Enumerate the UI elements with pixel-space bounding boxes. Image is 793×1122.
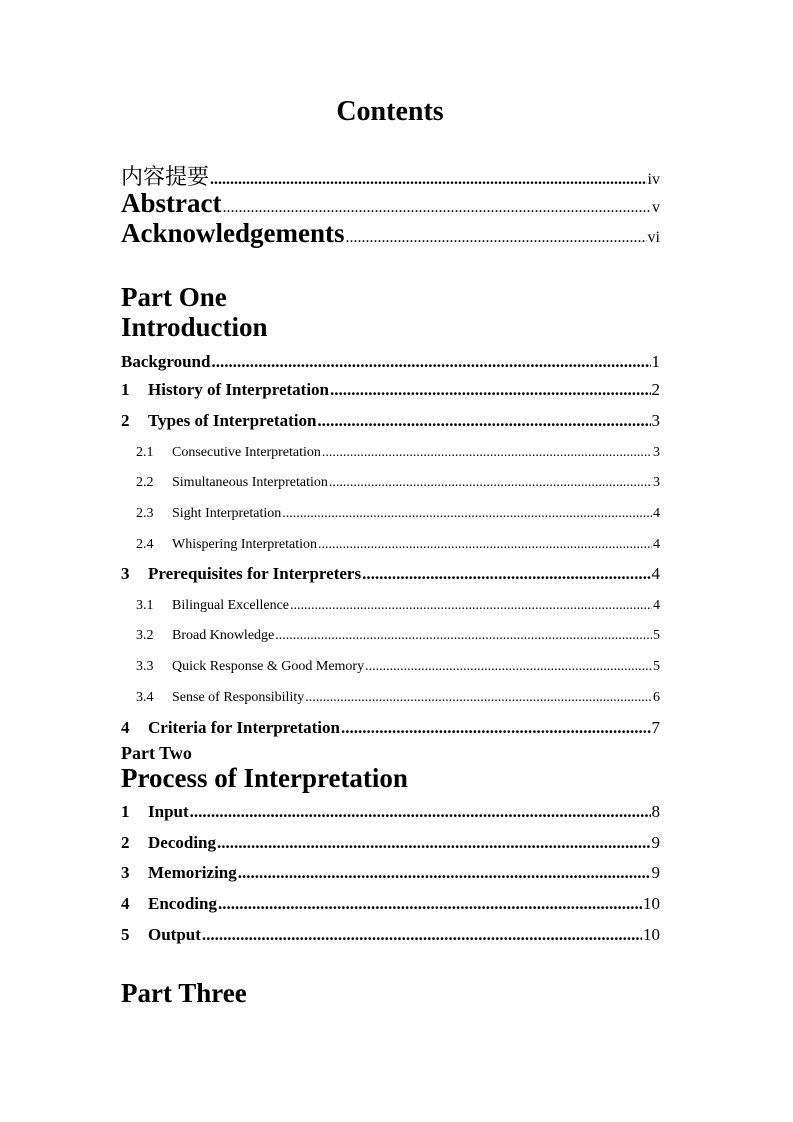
toc-entry-criteria[interactable] <box>121 718 660 738</box>
dot-leader <box>190 802 651 822</box>
part-one-label: Part One <box>121 282 227 312</box>
dot-leader <box>210 171 647 189</box>
toc-entry-number: 3 <box>121 863 130 882</box>
toc-entry-label: Input <box>148 802 189 821</box>
dot-leader <box>322 445 652 461</box>
dot-leader <box>346 229 647 247</box>
toc-entry-number: 4 <box>121 894 130 913</box>
toc-entry-number: 3.1 <box>136 598 154 613</box>
toc-entry-bilingual[interactable] <box>136 598 660 614</box>
part-two-label: Part Two <box>121 743 192 763</box>
toc-page-number: 5 <box>653 659 660 674</box>
toc-entry-number: 2.2 <box>136 475 154 490</box>
toc-entry-encoding[interactable] <box>121 894 660 914</box>
toc-page-number: 4 <box>651 564 660 583</box>
toc-page-number: 10 <box>643 894 660 913</box>
toc-entry-number: 5 <box>121 925 130 944</box>
dot-leader <box>329 475 652 491</box>
toc-entry-label: Types of Interpretation <box>148 411 317 430</box>
toc-entry-label: Abstract <box>121 188 222 218</box>
toc-entry-number: 4 <box>121 718 130 737</box>
toc-entry-number: 3 <box>121 564 130 583</box>
toc-entry-types[interactable] <box>121 411 660 431</box>
toc-entry-quick-response[interactable] <box>136 659 660 675</box>
dot-leader <box>330 380 651 400</box>
dot-leader <box>238 863 651 883</box>
toc-entry-background[interactable] <box>121 352 660 372</box>
toc-entry-whispering[interactable] <box>136 537 660 553</box>
toc-page-number: 9 <box>651 863 660 882</box>
toc-entry-simultaneous[interactable] <box>136 475 660 491</box>
toc-entry-number: 3.3 <box>136 659 154 674</box>
dot-leader <box>305 690 652 706</box>
toc-page-number: 3 <box>653 475 660 490</box>
toc-entry-label: Broad Knowledge <box>172 628 275 643</box>
toc-entry-sight[interactable] <box>136 506 660 522</box>
toc-entry-acknowledgements[interactable] <box>121 218 660 249</box>
toc-page-number: 5 <box>653 628 660 643</box>
toc-entry-number: 3.2 <box>136 628 154 643</box>
toc-page-number: 3 <box>651 411 660 430</box>
part-two-title: Process of Interpretation <box>121 763 408 793</box>
toc-entry-abstract[interactable] <box>121 188 660 219</box>
page-title: Contents <box>336 96 444 127</box>
toc-page-number: 9 <box>651 833 660 852</box>
dot-leader <box>317 411 650 431</box>
toc-entry-prerequisites[interactable] <box>121 564 660 584</box>
part-one-title: Introduction <box>121 312 268 342</box>
dot-leader <box>282 506 652 522</box>
toc-entry-label: 内容提要 <box>121 165 210 190</box>
toc-entry-memorizing[interactable] <box>121 863 660 883</box>
toc-entry-label: Consecutive Interpretation <box>172 445 321 460</box>
toc-entry-label: Whispering Interpretation <box>172 537 318 552</box>
toc-entry-label: Bilingual Excellence <box>172 598 290 613</box>
toc-page-number: 8 <box>651 802 660 821</box>
dot-leader <box>202 925 642 945</box>
toc-entry-consecutive[interactable] <box>136 445 660 461</box>
toc-entry-number: 2.1 <box>136 445 154 460</box>
toc-page-number: 7 <box>651 718 660 737</box>
toc-entry-label: Prerequisites for Interpreters <box>148 564 362 583</box>
toc-entry-number: 2 <box>121 833 130 852</box>
dot-leader <box>222 199 651 217</box>
toc-entry-label: Sense of Responsibility <box>172 690 305 705</box>
toc-entry-number: 2 <box>121 411 130 430</box>
toc-entry-number: 1 <box>121 802 130 821</box>
toc-entry-number: 2.3 <box>136 506 154 521</box>
dot-leader <box>290 598 652 614</box>
toc-page-number: 6 <box>653 690 660 705</box>
toc-page-number: 4 <box>653 506 660 521</box>
toc-entry-number: 1 <box>121 380 130 399</box>
toc-page-number: 3 <box>653 445 660 460</box>
toc-page-number: 2 <box>651 380 660 399</box>
toc-entry-number: 2.4 <box>136 537 154 552</box>
toc-entry-number: 3.4 <box>136 690 154 705</box>
dot-leader <box>275 628 652 644</box>
toc-page-number: 10 <box>643 925 660 944</box>
toc-entry-label: Memorizing <box>148 863 237 882</box>
dot-leader <box>341 718 651 738</box>
toc-entry-label: Output <box>148 925 201 944</box>
toc-page-number: 4 <box>653 598 660 613</box>
toc-page-number: iv <box>647 171 660 188</box>
toc-entry-output[interactable] <box>121 925 660 945</box>
toc-entry-decoding[interactable] <box>121 833 660 853</box>
toc-entry-summary-cn[interactable] <box>121 160 660 191</box>
toc-page-number: 1 <box>651 352 660 371</box>
toc-entry-label: Simultaneous Interpretation <box>172 475 328 490</box>
dot-leader <box>365 659 652 675</box>
toc-entry-label: Encoding <box>148 894 217 913</box>
toc-entry-label: History of Interpretation <box>148 380 329 399</box>
dot-leader <box>362 564 650 584</box>
toc-page-number: vi <box>647 229 660 246</box>
toc-entry-label: Sight Interpretation <box>172 506 282 521</box>
toc-entry-label: Background <box>121 352 211 371</box>
toc-entry-input[interactable] <box>121 802 660 822</box>
toc-entry-label: Decoding <box>148 833 216 852</box>
dot-leader <box>218 894 642 914</box>
dot-leader <box>318 537 652 553</box>
toc-entry-responsibility[interactable] <box>136 690 660 706</box>
toc-entry-label: Criteria for Interpretation <box>148 718 340 737</box>
dot-leader <box>217 833 651 853</box>
toc-page-number: v <box>652 199 660 216</box>
toc-entry-label: Acknowledgements <box>121 218 345 248</box>
part-three-label: Part Three <box>121 978 247 1008</box>
dot-leader <box>211 352 650 372</box>
toc-page-number: 4 <box>653 537 660 552</box>
toc-entry-broad-knowledge[interactable] <box>136 628 660 644</box>
toc-entry-label: Quick Response & Good Memory <box>172 659 365 674</box>
toc-entry-history[interactable] <box>121 380 660 400</box>
